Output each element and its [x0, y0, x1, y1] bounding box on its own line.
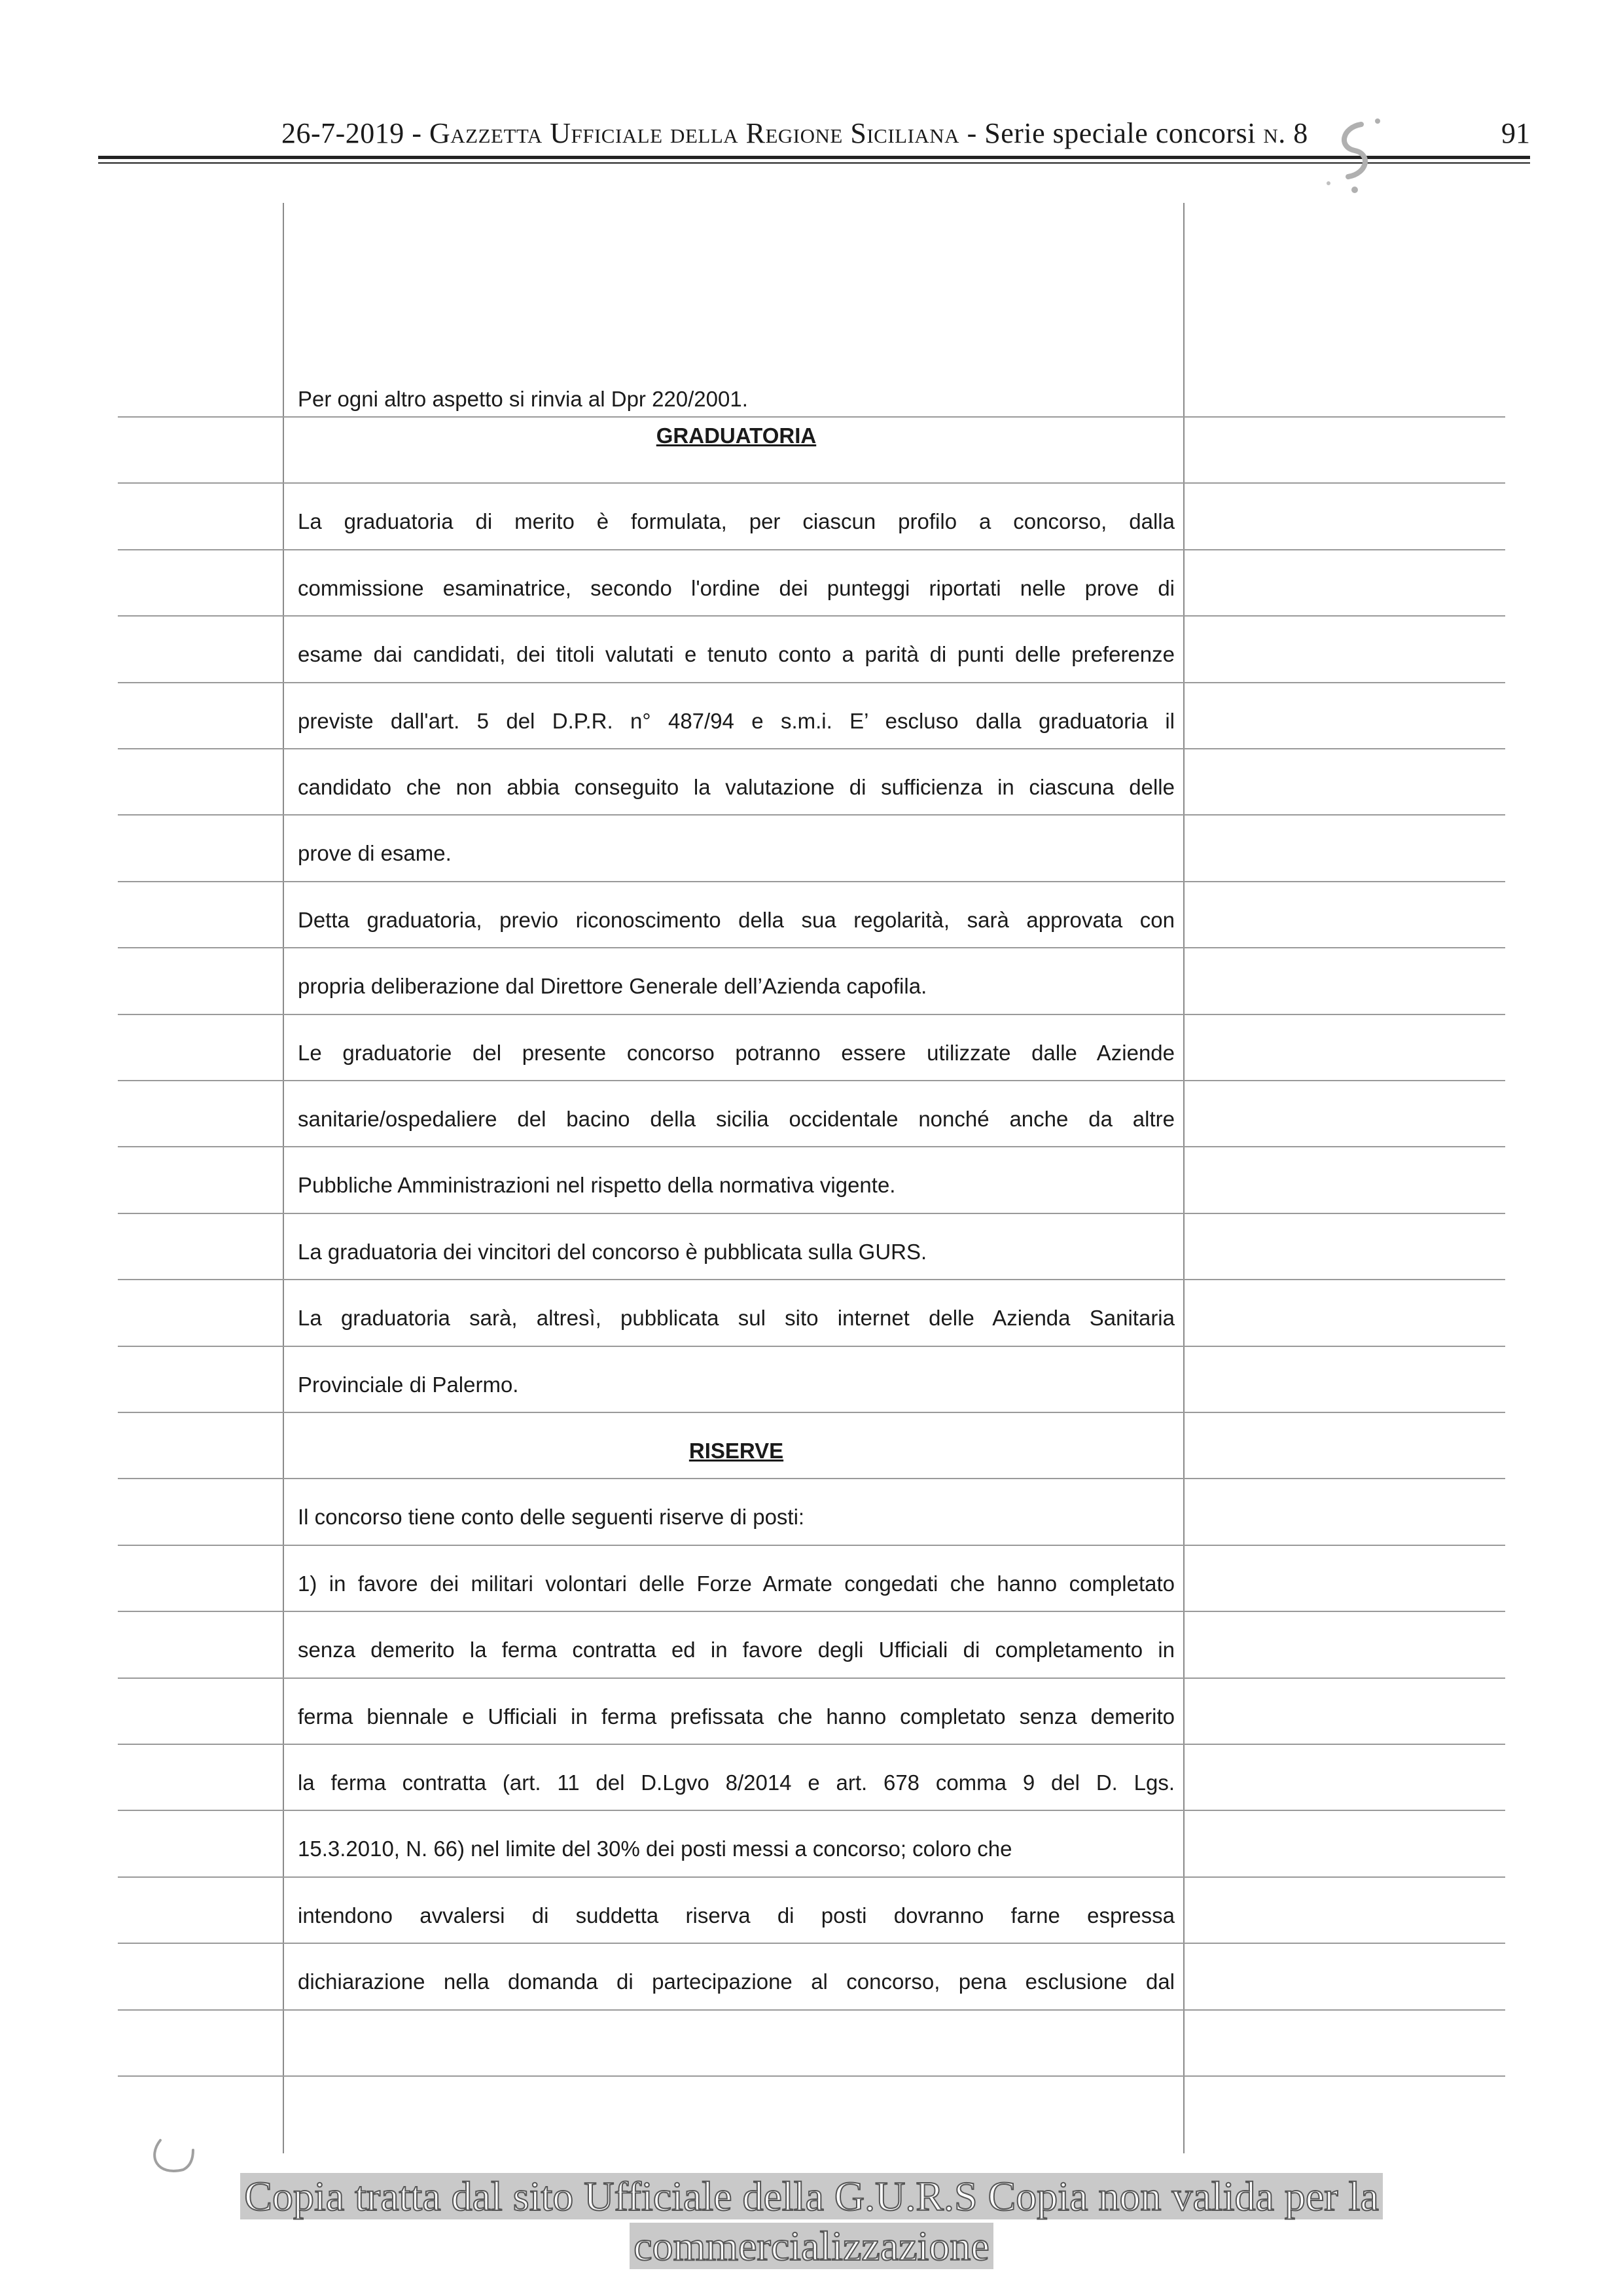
- stamp-mark-icon: [1315, 111, 1394, 203]
- document-line: la ferma contratta (art. 11 del D.Lgvo 8/2014 e art. 678 comma 9 del D. Lgs.: [298, 1770, 1175, 1795]
- header-issue-number: 8: [1293, 117, 1308, 149]
- ruled-line: [118, 1611, 1505, 1612]
- document-line: prove di esame.: [298, 841, 452, 865]
- watermark-line-2: commercializzazione: [630, 2223, 993, 2269]
- ruled-line: [118, 1943, 1505, 1944]
- ruled-line: [118, 1279, 1505, 1280]
- document-line: propria deliberazione dal Direttore Generale dell’Azienda capofila.: [298, 974, 927, 998]
- header-separator-1: -: [412, 117, 422, 149]
- header-date: 26-7-2019: [281, 117, 404, 149]
- ruled-line: [118, 1014, 1505, 1015]
- header-series: Serie speciale concorsi: [984, 117, 1256, 149]
- document-line: senza demerito la ferma contratta ed in favore degli Ufficiali di completamento in: [298, 1638, 1175, 1662]
- document-line: Il concorso tiene conto delle seguenti riserve di posti:: [298, 1505, 805, 1529]
- section-heading: GRADUATORIA: [656, 423, 817, 448]
- document-line: Pubbliche Amministrazioni nel rispetto della normativa vigente.: [298, 1173, 896, 1197]
- ruled-line: [118, 1412, 1505, 1413]
- ruled-line: [118, 416, 1505, 418]
- document-line: dichiarazione nella domanda di partecipazione al concorso, pena esclusione dal: [298, 1969, 1175, 1994]
- document-line: ferma biennale e Ufficiali in ferma prefissata che hanno completato senza demerito: [298, 1704, 1175, 1729]
- document-line: Provinciale di Palermo.: [298, 1372, 519, 1397]
- document-line: Le graduatorie del presente concorso potranno essere utilizzate dalle Aziende: [298, 1041, 1175, 1065]
- document-line: La graduatoria sarà, altresì, pubblicata sul sito internet delle Azienda Sanitaria: [298, 1306, 1175, 1330]
- ruled-line: [118, 814, 1505, 816]
- ruled-line: [118, 1876, 1505, 1878]
- ruled-line: [118, 1478, 1505, 1479]
- header-title: [281, 117, 1308, 150]
- ruled-line: [118, 1146, 1505, 1147]
- ruled-line: [118, 2009, 1505, 2011]
- document-line: Detta graduatoria, previo riconoscimento della sua regolarità, sarà approvata con: [298, 908, 1175, 932]
- ruled-line: [118, 1346, 1505, 1347]
- document-line: candidato che non abbia conseguito la valutazione di sufficienza in ciascuna delle: [298, 775, 1175, 799]
- section-heading: RISERVE: [688, 1439, 784, 1463]
- page-number: 91: [1501, 117, 1530, 149]
- ruled-line: [118, 748, 1505, 749]
- ruled-line: [118, 482, 1505, 484]
- ruled-line: [118, 549, 1505, 550]
- document-line: previste dall'art. 5 del D.P.R. n° 487/94 e s.m.i. E’ escluso dalla graduatoria il: [298, 709, 1175, 733]
- document-line: intendono avvalersi di suddetta riserva di posti dovranno farne espressa: [298, 1903, 1175, 1928]
- ruled-line: [118, 1080, 1505, 1081]
- ruled-line: [118, 2075, 1505, 2077]
- ruled-line: [118, 615, 1505, 617]
- ruled-line: [118, 881, 1505, 882]
- document-line: La graduatoria dei vincitori del concorso è pubblicata sulla GURS.: [298, 1240, 927, 1264]
- ruled-line: [118, 1744, 1505, 1745]
- header-separator-2: -: [967, 117, 977, 149]
- margin-line-left: [283, 203, 284, 2153]
- document-line: 1) in favore dei militari volontari delle Forze Armate congedati che hanno completato: [298, 1571, 1175, 1596]
- document-line: commissione esaminatrice, secondo l'ordine dei punteggi riportati nelle prove di: [298, 576, 1175, 600]
- ruled-line: [118, 1545, 1505, 1546]
- document-line: Per ogni altro aspetto si rinvia al Dpr 220/2001.: [298, 387, 748, 411]
- ruled-line: [118, 947, 1505, 948]
- document-line: esame dai candidati, dei titoli valutati e tenuto conto a parità di punti delle preferenze: [298, 642, 1175, 666]
- document-line: 15.3.2010, N. 66) nel limite del 30% dei posti messi a concorso; coloro che: [298, 1837, 1012, 1861]
- ruled-line: [118, 682, 1505, 683]
- document-line: sanitarie/ospedaliere del bacino della sicilia occidentale nonché anche da altre: [298, 1107, 1175, 1131]
- watermark: [0, 2172, 1623, 2271]
- watermark-line-1: Copia tratta dal sito Ufficiale della G.U.R.S Copia non valida per la: [240, 2173, 1383, 2219]
- ruled-line: [118, 1213, 1505, 1214]
- header-publication: Gazzetta Ufficiale della Regione Siciliana: [429, 117, 960, 149]
- margin-line-right: [1183, 203, 1185, 2153]
- ruled-line: [118, 1810, 1505, 1811]
- document-line: La graduatoria di merito è formulata, per ciascun profilo a concorso, dalla: [298, 509, 1175, 533]
- header-issue-prefix: n.: [1263, 117, 1286, 149]
- ruled-line: [118, 1677, 1505, 1679]
